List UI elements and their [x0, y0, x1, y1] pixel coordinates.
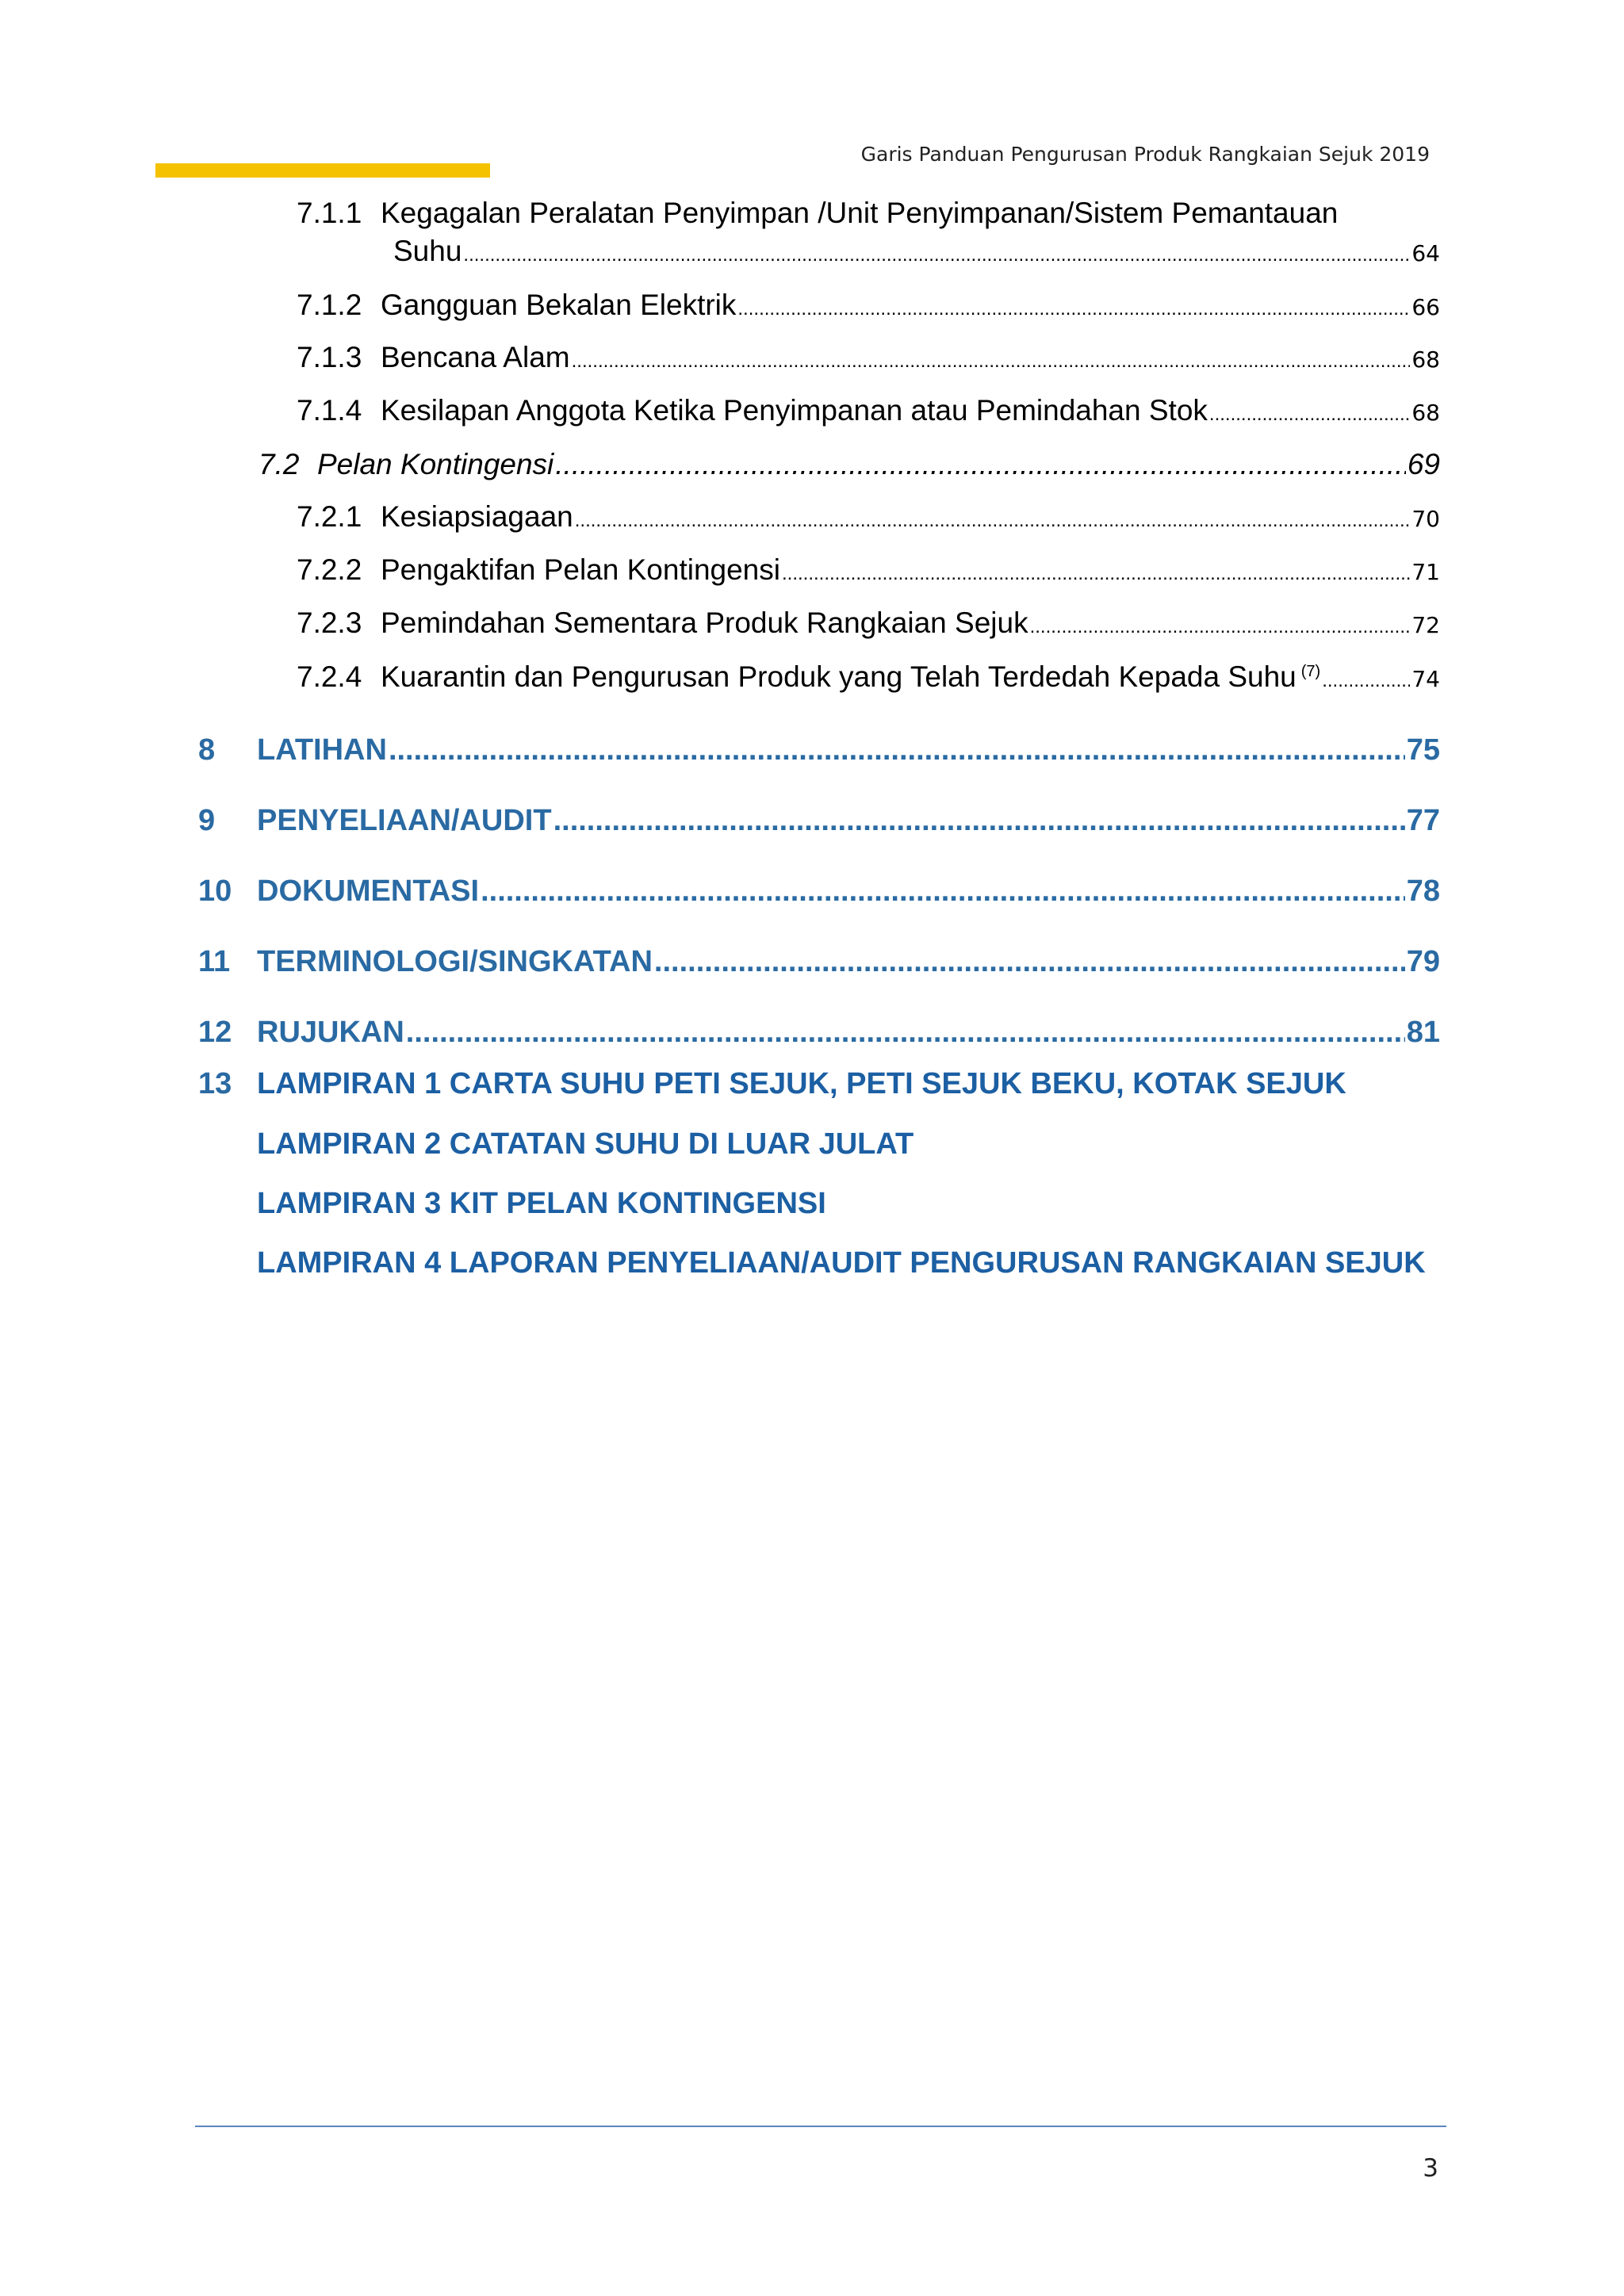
footer-divider — [195, 2126, 1446, 2127]
toc-chapter-12[interactable] — [198, 1016, 1440, 1050]
toc-chapter-title: RUJUKAN — [257, 1016, 404, 1049]
toc-page-number: 79 — [1406, 945, 1440, 978]
dot-leader — [1322, 670, 1410, 692]
toc-entry-7-2-3[interactable] — [297, 607, 1440, 640]
toc-entry-7-1-3[interactable] — [297, 341, 1440, 374]
toc-chapter-8[interactable] — [198, 733, 1440, 767]
toc-chapter-number: 12 — [198, 1016, 232, 1049]
toc-entry-title-text: Kuarantin dan Pengurusan Produk yang Telah Terdedah Kepada Suhu — [381, 660, 1297, 693]
toc-chapter-number: 13 — [198, 1067, 232, 1100]
toc-entry-7-1-2[interactable] — [297, 289, 1440, 322]
toc-chapter-11[interactable] — [198, 945, 1440, 979]
dot-leader — [575, 510, 1411, 532]
toc-entry-7-2-2[interactable] — [297, 553, 1440, 587]
toc-chapter-number: 11 — [198, 945, 231, 978]
toc-entry-title: Pelan Kontingensi — [317, 448, 554, 480]
toc-entry-title: Kesiapsiagaan — [381, 500, 573, 533]
toc-entry-number: 7.2 — [259, 448, 300, 480]
toc-page-number: 66 — [1411, 294, 1440, 320]
toc-entry-title — [381, 660, 1320, 694]
toc-entry-7-1-4[interactable] — [297, 394, 1440, 427]
toc-page-number: 81 — [1406, 1016, 1440, 1049]
footnote-marker: (7) — [1300, 662, 1321, 680]
toc-entry-number: 7.1.3 — [297, 341, 362, 373]
toc-page-number: 64 — [1411, 240, 1440, 266]
dot-leader — [463, 244, 1410, 266]
dot-leader — [1209, 404, 1410, 426]
header-accent-bar — [155, 163, 490, 178]
toc-page-number: 74 — [1411, 666, 1440, 692]
toc-chapter-13[interactable] — [198, 1067, 1346, 1101]
toc-page-number: 72 — [1411, 612, 1440, 638]
dot-leader — [782, 563, 1410, 585]
toc-page-number: 77 — [1406, 804, 1440, 837]
dot-leader — [553, 804, 1405, 838]
toc-chapter-9[interactable] — [198, 804, 1440, 838]
toc-entry-title: Pengaktifan Pelan Kontingensi — [381, 553, 780, 586]
toc-chapter-number: 8 — [198, 733, 216, 767]
toc-entry-title: Kesilapan Anggota Ketika Penyimpanan atau Pemindahan Stok — [381, 394, 1208, 427]
toc-appendix-2[interactable]: LAMPIRAN 2 CATATAN SUHU DI LUAR JULAT — [257, 1127, 914, 1161]
dot-leader — [654, 945, 1405, 979]
toc-page-number: 78 — [1406, 874, 1440, 908]
toc-entry-number: 7.1.1 — [297, 197, 362, 229]
toc-entry-title-continuation: Suhu — [393, 235, 462, 267]
dot-leader — [389, 733, 1405, 767]
toc-entry-number: 7.1.4 — [297, 394, 362, 427]
toc-page-number: 69 — [1407, 448, 1440, 480]
toc-entry-7-1-1-line2[interactable] — [393, 235, 1440, 268]
toc-chapter-10[interactable] — [198, 874, 1440, 909]
toc-chapter-number: 9 — [198, 804, 216, 837]
toc-appendix-1-title: LAMPIRAN 1 CARTA SUHU PETI SEJUK, PETI SEJUK BEKU, KOTAK SEJUK — [257, 1067, 1346, 1100]
toc-entry-7-2-1[interactable] — [297, 500, 1440, 534]
toc-page-number: 68 — [1411, 346, 1440, 373]
toc-entry-title: Kegagalan Peralatan Penyimpan /Unit Penyimpanan/Sistem Pemantauan — [381, 197, 1339, 229]
toc-entry-title: Gangguan Bekalan Elektrik — [381, 289, 737, 321]
toc-page-number: 71 — [1411, 559, 1440, 585]
dot-leader — [737, 298, 1410, 320]
toc-entry-number: 7.2.3 — [297, 607, 362, 639]
toc-entry-number: 7.2.4 — [297, 660, 362, 693]
toc-entry-number: 7.2.1 — [297, 500, 362, 533]
toc-entry-title: Bencana Alam — [381, 341, 570, 373]
toc-entry-7-2[interactable] — [259, 448, 1440, 481]
dot-leader — [481, 874, 1405, 909]
toc-entry-number: 7.1.2 — [297, 289, 362, 321]
toc-entry-7-1-1-line1[interactable] — [297, 197, 1338, 230]
toc-appendix-3[interactable]: LAMPIRAN 3 KIT PELAN KONTINGENSI — [257, 1187, 826, 1220]
dot-leader — [572, 350, 1411, 373]
toc-page-number: 70 — [1411, 506, 1440, 532]
toc-appendix-4[interactable]: LAMPIRAN 4 LAPORAN PENYELIAAN/AUDIT PENGURUSAN RANGKAIAN SEJUK — [257, 1246, 1426, 1280]
toc-chapter-title: DOKUMENTASI — [257, 874, 480, 908]
dot-leader — [555, 448, 1406, 481]
page-number: 3 — [1423, 2154, 1438, 2183]
toc-entry-7-2-4[interactable] — [297, 660, 1440, 694]
toc-chapter-title: TERMINOLOGI/SINGKATAN — [257, 945, 653, 978]
dot-leader — [406, 1016, 1405, 1050]
toc-chapter-number: 10 — [198, 874, 232, 908]
header-title: Garis Panduan Pengurusan Produk Rangkaian Sejuk 2019 — [860, 143, 1430, 166]
toc-page-number: 68 — [1411, 400, 1440, 426]
dot-leader — [1030, 616, 1411, 638]
toc-entry-number: 7.2.2 — [297, 553, 362, 586]
toc-chapter-title: LATIHAN — [257, 733, 387, 767]
toc-page-number: 75 — [1406, 733, 1440, 767]
toc-entry-title: Pemindahan Sementara Produk Rangkaian Sejuk — [381, 607, 1028, 639]
toc-chapter-title: PENYELIAAN/AUDIT — [257, 804, 552, 837]
